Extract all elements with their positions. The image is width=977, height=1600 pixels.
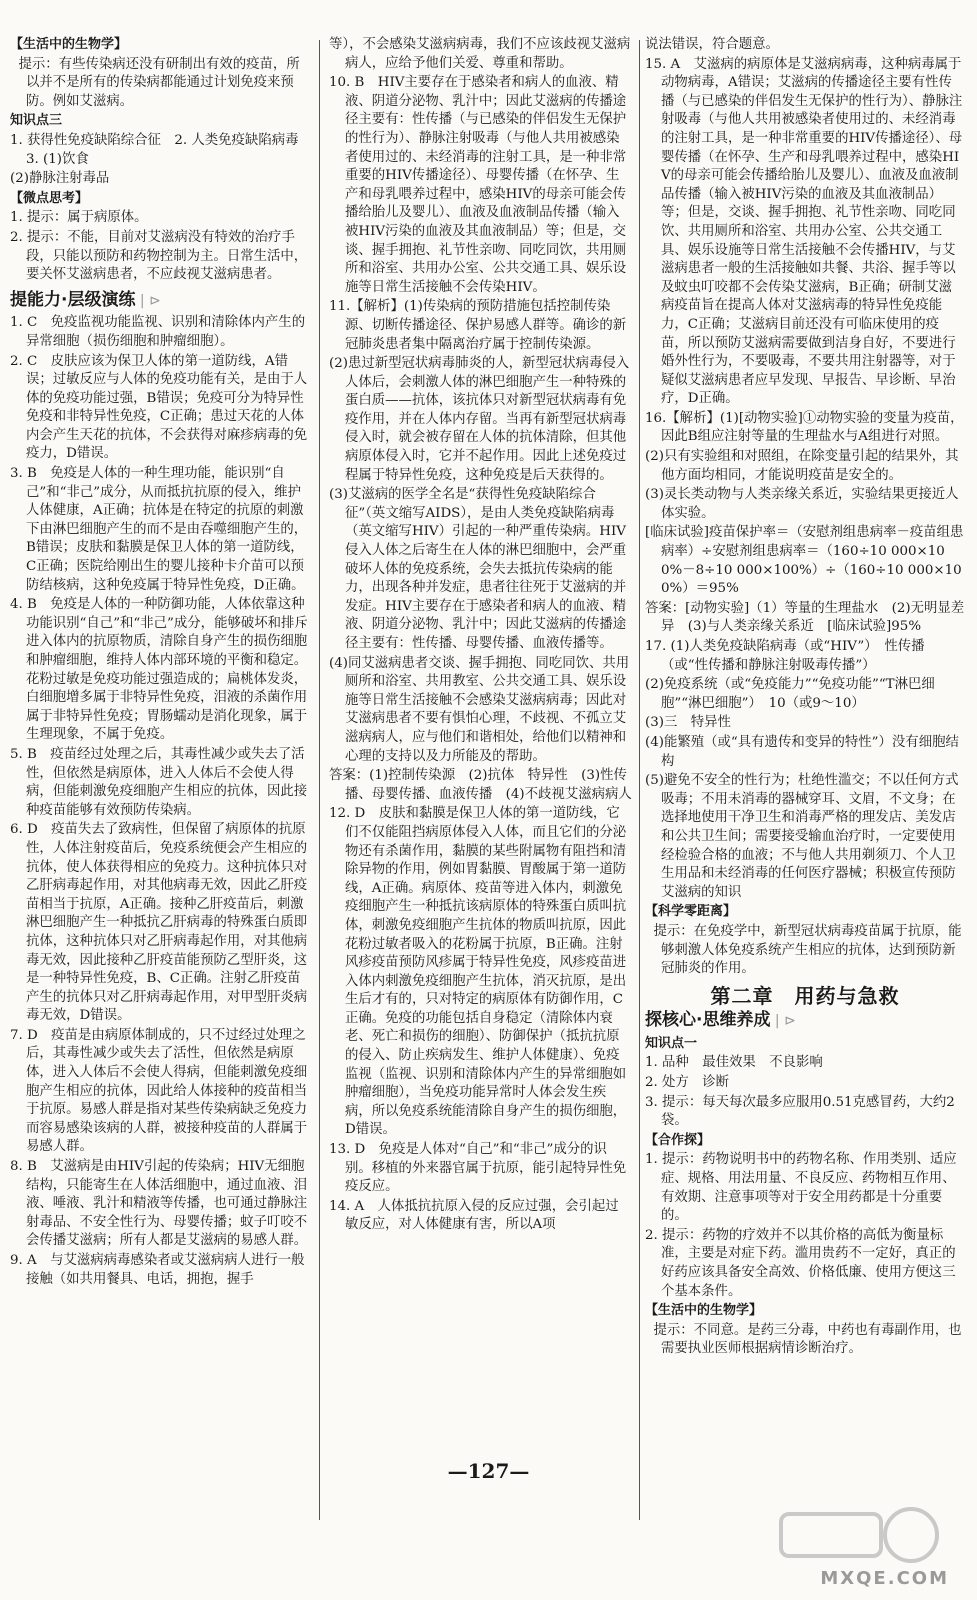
answer-item: 13. D 免疫是人体对“自己”和“非己”成分的识别。移植的外来器官属于抗原，能引起特异性免疫反应。 [329, 1142, 627, 1195]
answer-item: (4)能繁殖（或“具有遗传和变异的特性”）没有细胞结构 [645, 734, 959, 769]
chapter-title: 第二章 用药与急救 [710, 983, 900, 1008]
answer-item: 8. B 艾滋病是由HIV引起的传染病；HIV无细胞结构，只能寄生在人体活细胞中，通过血液、泪液、唾液、乳汁和精液等传播，也可通过静脉注射毒品、不安全性行为、母婴传播；蚊子叮咬不会传播艾滋病；所有人都是艾滋病的易感人群。 [10, 1159, 308, 1249]
section-tag: 【科学零距离】 [645, 904, 737, 920]
section-tag: 【生活中的生物学】 [10, 37, 128, 52]
answer-item: 2. 提示：不能，目前对艾滋病没有特效的治疗手段，只能以预防和药物控制为主。日常生活中，要关怀艾滋病患者，不应歧视艾滋病患者。 [10, 229, 308, 283]
answer-item: 9. A 与艾滋病病毒感染者或艾滋病病人进行一般接触（如共用餐具、电话，拥抱，握手 [10, 1253, 305, 1287]
answer-item: (4)同艾滋病患者交谈、握手拥抱、同吃同饮、共用厕所和浴室、共用教室、公共交通工具、娱乐设施等日常生活接触不会感染艾滋病病毒；因此对艾滋病患者不要有惧怕心理，不歧视、不孤立艾滋病病人，应与他们和谐相处，给他们以精神和心理的支持以及力所能及的帮助。 [329, 655, 630, 764]
section-tag: 【生活中的生物学】 [645, 1303, 763, 1319]
answer-item: (2)静脉注射毒品 [10, 171, 110, 187]
answer-item: 1. 品种 最佳效果 不良影响 [645, 1055, 823, 1071]
answer-item: 1. 获得性免疫缺陷综合征 2. 人类免疫缺陷病毒 3. (1)饮食 [10, 132, 312, 167]
section-tag: 【微点思考】 [10, 190, 89, 206]
answer-item: 2. 提示：药物的疗效并不以其价格的高低为衡量标准，主要是对症下药。滥用贵药不一定好，真正的好药应该具备安全高效、价格低廉、使用方便这三个基本条件。 [645, 1227, 956, 1299]
answer-item: 4. B 免疫是人体的一种防御功能，人体依靠这种功能识别“自己”和“非己”成分，能够破坏和排斥进入体内的抗原物质，清除自身产生的损伤细胞和肿瘤细胞，维持人体内部环境的平衡和稳定。花粉过敏是免疫功能过强造成的；扁桃体发炎，白细胞增多属于非特异性免疫，泪液的杀菌作用属于非特异性免疫；胃肠蠕动是消化现象，属于生理现象，不属于免疫。 [10, 597, 308, 743]
answer-item: 1. C 免疫监视功能监视、识别和清除体内产生的异常细胞（损伤细胞和肿瘤细胞）。 [10, 315, 306, 349]
answer-item: 7. D 疫苗是由病原体制成的，只不过经过处理之后，其毒性减少或失去了活性，但依然是病原体，进入人体后不会使人得病，但能刺激免疫细胞产生相应的抗体，因此给人体接种的疫苗相当于抗原。易感人群是指对某些传染病缺乏免疫力而容易感染该病的人群，被接种疫苗的人群属于易感人群。 [10, 1027, 308, 1155]
answer-item: (2)只有实验组和对照组，在除变量引起的结果外，其他方面均相同，才能说明疫苗是安全的。 [645, 449, 959, 483]
section-tag: 知识点三 [10, 113, 63, 129]
answer-item: 5. B 疫苗经过处理之后，其毒性减少或失去了活性，但依然是病原体，进入人体后不会使人得病，但能刺激免疫细胞产生相应的抗体，因此接种疫苗能够有效预防传染病。 [10, 746, 308, 818]
answer-item: 14. A 人体抵抗抗原入侵的反应过强，会引起过敏反应，对人体健康有害，所以A项 [329, 1198, 619, 1233]
answer-item: 提示：有些传染病还没有研制出有效的疫苗，所以并不是所有的传染病都能通过计划免疫来预防。例如艾滋病。 [10, 56, 300, 109]
answer-item: 答案：[动物实验]（1）等量的生理盐水 (2)无明显差异 (3)与人类亲缘关系近 [临床试验]95% [645, 600, 965, 635]
answer-item: 6. D 疫苗失去了致病性，但保留了病原体的抗原性，人体注射疫苗后，免疫系统便会产生相应的抗体，使人体获得相应的免疫力。这种抗体只对乙肝病毒起作用，对其他病毒无效，因此乙肝疫苗相当于抗原，A正确。接种乙肝疫苗后，刺激淋巴细胞产生一种抵抗乙肝病毒的特殊蛋白质即抗体，这种抗体只对乙肝病毒起作用，对其他病毒无效，因此接种乙肝疫苗能预防乙型肝炎，这是一种特异性免疫，B、C正确。注射乙肝疫苗产生的抗体只对乙肝病毒起作用，对甲型肝炎病毒无效，D错误。 [10, 822, 308, 1024]
answer-item: 3. B 免疫是人体的一种生理功能，能识别“自己”和“非己”成分，从而抵抗抗原的侵入，维护人体健康，A正确；抗体是在特定的抗原的刺激下由淋巴细胞产生的而不是由吞噬细胞产生的，B错误；皮肤和黏膜是保卫人体的第一道防线，C正确；医院给刚出生的婴儿接种卡介苗可以预防结核病，这种免疫属于特异性免疫，D正确。 [10, 466, 308, 593]
section-tag: 知识点一 [645, 1035, 698, 1051]
answer-item: 说法错误，符合题意。 [645, 37, 779, 52]
answer-item: (3)三 特异性 [645, 715, 731, 731]
answer-item: 2. 处方 诊断 [645, 1075, 729, 1091]
answer-item: 10. B HIV主要存在于感染者和病人的血液、精液、阴道分泌物、乳汁中；因此艾滋病的传播途径主要有：性传播（与已感染的伴侣发生无保护的性行为）、静脉注射吸毒（与他人共用被感染者使用过的、未经消毒的注射工具，是一种非常重要的HIV传播途径）、母婴传播（在怀孕、生产和母乳喂养过程中，感染HIV的母亲可能会传播给胎儿及婴儿）、血液及血液制品传播（输入被HIV污染的血液及其血液制品）等；但是，交谈、握手拥抱、礼节性亲吻、同吃同饮，共用厕所和浴室、共用办公室、公共交通工具、娱乐设施等日常生活接触不会传染HIV。 [329, 75, 627, 295]
column-divider-1 [319, 40, 320, 1520]
answer-item: 1. 提示：药物说明书中的药物名称、作用类别、适应症、规格、用法用量、不良反应、药物相互作用、有效期、注意事项等对于安全用药都是十分重要的。 [645, 1152, 957, 1224]
answer-item: 等），不会感染艾滋病病毒，我们不应该歧视艾滋病病人，应给予他们关爱、尊重和帮助。 [329, 37, 631, 71]
column-left [10, 36, 312, 1290]
watermark-text: MXQE.COM [820, 1568, 949, 1589]
answer-item: (5)避免不安全的性行为；杜绝性滥交；不以任何方式吸毒；不用未消毒的器械穿耳、文眉，不文身；在选择地使用干净卫生和消毒严格的理发店、美发店和公共卫生间；需要接受输血治疗时，一定要使用经检验合格的血液；不与他人共用剃须刀、个人卫生用品和未经消毒的任何医疗器械；积极宣传预防艾滋病的知识 [645, 773, 959, 900]
answer-item: 答案：(1)控制传染源 (2)抗体 特异性 (3)性传播、母婴传播、血液传播 (4)不歧视艾滋病病人 [329, 768, 632, 802]
column-divider-2 [639, 40, 640, 1520]
answer-item: (2)患过新型冠状病毒肺炎的人，新型冠状病毒侵入人体后，会刺激人体的淋巴细胞产生一种特殊的蛋白质——抗体，该抗体只对新型冠状病毒有免疫作用，并在人体内存留。当再有新型冠状病毒侵入时，就会被存留在人体的抗体清除，但其他病原体侵入时，它并不起作用。因此上述免疫过程属于特异性免疫，这种免疫是后天获得的。 [329, 356, 630, 483]
column-middle [329, 36, 632, 1236]
answer-item: 16.【解析】(1)[动物实验]①动物实验的变量为疫苗，因此B组应注射等量的生理盐水与A组进行对照。 [645, 410, 964, 445]
answer-item: 1. 提示：属于病原体。 [10, 210, 148, 226]
section-heading: 提能力·层级演练 | ⊳ [10, 291, 312, 311]
answer-item: (2)免疫系统（或“免疫能力”“免疫功能”“T淋巴细胞”“淋巴细胞”） 10（或9～10） [645, 677, 935, 711]
page-number: —127— [447, 1459, 530, 1483]
answer-item: 3. 提示：每天每次最多应服用0.51克感冒药，大约2袋。 [645, 1094, 955, 1129]
answer-item: 提示：在免疫学中，新型冠状病毒疫苗属于抗原，能够刺激人体免疫系统产生相应的抗体，达到预防新冠肺炎的作用。 [645, 923, 962, 977]
column-right [645, 36, 965, 1360]
answer-item: (3)艾滋病的医学全名是“获得性免疫缺陷综合征”（英文缩写AIDS），是由人类免疫缺陷病毒（英文缩写HIV）引起的一种严重传染病。HIV侵入人体之后寄生在人体的淋巴细胞中，会严重破坏人体的免疫系统，会失去抵抗传染病的能力，出现各种并发症，患者往往死于艾滋病的并发症。HIV主要存在于感染者和病人的血液、精液、阴道分泌物、乳汁中；因此艾滋病的传播途径主要有：性传播、母婴传播、血液传播等。 [329, 487, 627, 651]
answer-item: 17. (1)人类免疫缺陷病毒（或“HIV”） 性传播（或“性传播和静脉注射吸毒传播”） [645, 639, 925, 673]
answer-item: 2. C 皮肤应该为保卫人体的第一道防线，A错误；过敏反应与人体的免疫功能有关，是由于人体的免疫功能过强，B错误；免疫可分为特异性免疫和非特异性免疫，C正确；患过天花的人体内会产生天花的抗体，不会获得对麻疹病毒的免疫力，D错误。 [10, 353, 308, 462]
answer-item: 15. A 艾滋病的病原体是艾滋病病毒，这种病毒属于动物病毒，A错误；艾滋病的传播途径主要有性传播（与已感染的伴侣发生无保护的性行为）、静脉注射吸毒（与他人共用被感染者使用过的、未经消毒的注射工具，是一种非常重要的HIV传播途径）、母婴传播（在怀孕、生产和母乳喂养过程中，感染HIV的母亲可能会传播给胎儿及婴儿）、血液及血液制品传播（输入被HIV污染的血液及其血液制品）等；但是，交谈、握手拥抱、礼节性亲吻、同吃同饮、共用厕所和浴室、共用办公室、公共交通工具、娱乐设施等日常生活接触不会传播HIV，与艾滋病患者一般的生活接触如共餐、共浴、握手等以及蚊虫叮咬都不会传染艾滋病，B正确；研制艾滋病疫苗旨在提高人体对艾滋病毒的特异性免疫能力，C正确；艾滋病目前还没有可临床使用的疫苗，所以预防艾滋病需要做到洁身自好，不要进行婚外性行为，不要吸毒，不要共用注射器等，对于疑似艾滋病患者应早发现、早报告、早诊断、早治疗，D正确。 [645, 56, 963, 407]
section-heading: 探核心·思维养成 | ⊳ [645, 1011, 965, 1031]
answer-item: 12. D 皮肤和黏膜是保卫人体的第一道防线，它们不仅能阻挡病原体侵入人体，而且它们的分泌物还有杀菌作用，黏膜的某些附属物有阻挡和清除异物的作用，例如胃黏膜、胃酸属于第一道防线，A正确。病原体、疫苗等进入体内，刺激免疫细胞产生一种抵抗该病原体的特殊蛋白质叫抗体，刺激免疫细胞产生抗体的物质叫抗原，因此花粉过敏者吸入的花粉属于抗原，B正确。注射风疹疫苗预防风疹属于特异性免疫，风疹疫苗进入体内刺激免疫细胞产生抗体，消灭抗原，是出生后才有的，只对特定的病原体有防御作用，C正确。免疫的功能包括自身稳定（清除体内衰老、死亡和损伤的细胞）、防御保护（抵抗抗原的侵入、防止疾病发生、维护人体健康）、免疫监视（监视、识别和清除体内产生的异常细胞如肿瘤细胞），当免疫功能异常时人体会发生疾病，所以免疫系统能清除自身产生的损伤细胞，D错误。 [329, 806, 627, 1138]
answer-item: 提示：不同意。是药三分毒，中药也有毒副作用，也需要执业医师根据病情诊断治疗。 [645, 1322, 962, 1357]
section-tag: 【合作探】 [645, 1132, 711, 1148]
answer-item: 11.【解析】(1)传染病的预防措施包括控制传染源、切断传播途径、保护易感人群等。确诊的新冠肺炎患者集中隔离治疗属于控制传染源。 [329, 299, 627, 352]
answer-item: (3)灵长类动物与人类亲缘关系近，实验结果更接近人体实验。 [645, 487, 959, 521]
answer-item: [临床试验]疫苗保护率＝（安慰剂组患病率－疫苗组患病率）÷安慰剂组患病率＝（160÷10 000×100%－8÷10 000×100%）÷（160÷10 000×100%）＝95% [645, 525, 964, 597]
